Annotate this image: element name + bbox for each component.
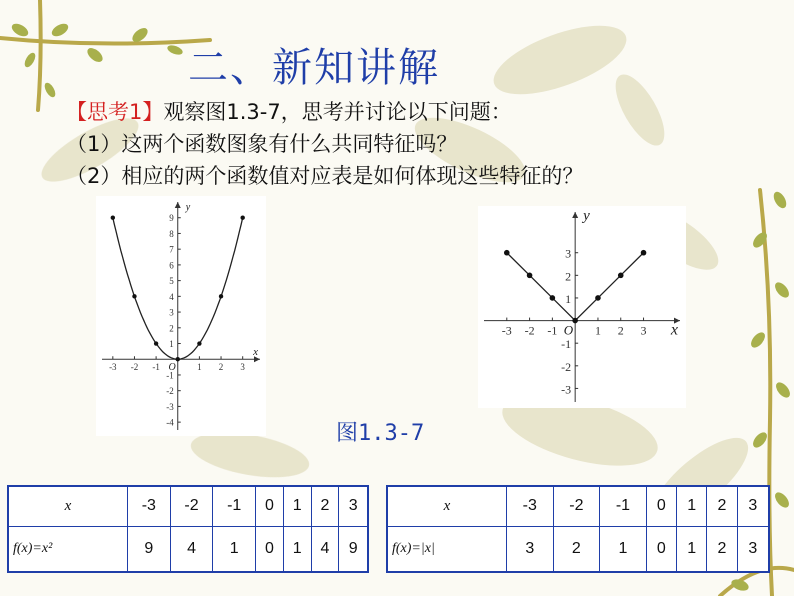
table-cell: 4 <box>170 526 213 572</box>
y-tick-label: 6 <box>169 260 174 271</box>
table-cell: 4 <box>311 526 339 572</box>
x-tick-label: -3 <box>501 323 512 338</box>
graph-parabola <box>96 196 266 436</box>
y-tick-label: -1 <box>166 370 174 381</box>
y-tick-label: 1 <box>565 291 572 306</box>
x-tick-label: 3 <box>240 362 245 373</box>
table-cell: 3 <box>737 526 769 572</box>
data-point <box>504 250 510 256</box>
origin-label: O <box>168 362 176 374</box>
think-tag: 【思考1】 <box>66 100 164 124</box>
x-tick-label: 2 <box>617 323 624 338</box>
table-cell: 1 <box>283 486 311 526</box>
y-tick-label: 9 <box>169 213 174 224</box>
table-cell: 1 <box>600 526 647 572</box>
table-cell: -2 <box>170 486 213 526</box>
x-tick-label: -1 <box>547 323 558 338</box>
table-cell: 3 <box>507 526 554 572</box>
x-tick-label: 3 <box>640 323 647 338</box>
table-header-label: x <box>387 486 507 526</box>
table-cell: 2 <box>707 486 737 526</box>
think-prompt-line <box>66 96 512 126</box>
data-point <box>572 318 578 324</box>
table-cell: 2 <box>311 486 339 526</box>
table-row-label: f(x)=|x| <box>387 526 507 572</box>
y-axis-arrow <box>572 212 578 218</box>
table-cell: 9 <box>128 526 171 572</box>
y-tick-label: 3 <box>565 246 572 261</box>
y-axis-label: y <box>185 202 191 213</box>
y-tick-label: -4 <box>166 417 174 428</box>
table-cell: -1 <box>213 486 256 526</box>
table-cell: 9 <box>339 526 368 572</box>
y-tick-label: -3 <box>166 401 174 412</box>
graph-absolute-value <box>478 206 686 408</box>
data-point <box>550 295 556 301</box>
y-tick-label: 5 <box>169 276 174 287</box>
data-point <box>154 341 158 345</box>
y-tick-label: 4 <box>169 291 174 302</box>
y-tick-label: 1 <box>169 339 174 350</box>
table-cell: -1 <box>600 486 647 526</box>
table-header-label: x <box>8 486 128 526</box>
data-point <box>219 294 223 298</box>
data-point <box>197 341 201 345</box>
y-tick-label: -2 <box>561 359 572 374</box>
question-2: （2）相应的两个函数值对应表是如何体现这些特征的？ <box>66 164 584 188</box>
table-cell: -3 <box>507 486 554 526</box>
page-title: 二、新知讲解 <box>188 45 440 91</box>
data-point <box>641 250 647 256</box>
data-point <box>132 294 136 298</box>
table-cell: 0 <box>646 526 676 572</box>
table-cell: 3 <box>737 486 769 526</box>
y-tick-label: 7 <box>169 244 174 255</box>
x-tick-label: -3 <box>109 362 117 373</box>
y-tick-label: 8 <box>169 228 174 239</box>
data-point <box>618 273 624 279</box>
table-cell: 1 <box>283 526 311 572</box>
table-cell: 0 <box>256 486 284 526</box>
table-cell: -3 <box>128 486 171 526</box>
x-tick-label: 1 <box>197 362 202 373</box>
table-cell: 0 <box>646 486 676 526</box>
think-prompt: 观察图1.3-7，思考并讨论以下问题： <box>163 100 512 124</box>
value-table-square <box>7 485 369 573</box>
x-tick-label: -2 <box>130 362 139 373</box>
y-tick-label: 3 <box>169 307 174 318</box>
x-axis-label: x <box>670 321 678 339</box>
y-tick-label: 2 <box>565 269 572 284</box>
x-tick-label: 1 <box>594 323 601 338</box>
data-point <box>240 216 244 220</box>
value-table-abs <box>386 485 770 573</box>
y-axis-label: y <box>583 208 590 224</box>
table-cell: -2 <box>553 486 600 526</box>
table-cell: 0 <box>256 526 284 572</box>
x-axis-label: x <box>253 346 258 359</box>
table-row-label: f(x)=x² <box>8 526 128 572</box>
data-point <box>527 273 533 279</box>
y-tick-label: -1 <box>561 337 572 352</box>
question-1: （1）这两个函数图象有什么共同特征吗？ <box>66 132 458 156</box>
y-axis-arrow <box>175 202 181 208</box>
origin-label: O <box>563 322 574 338</box>
table-cell: 2 <box>553 526 600 572</box>
x-tick-label: -1 <box>152 362 160 373</box>
data-point <box>111 216 115 220</box>
y-tick-label: 2 <box>169 323 174 334</box>
table-cell: 2 <box>707 526 737 572</box>
table-cell: 3 <box>339 486 368 526</box>
data-point <box>176 357 180 361</box>
table-cell: 1 <box>677 486 707 526</box>
x-tick-label: -2 <box>524 323 535 338</box>
table-cell: 1 <box>677 526 707 572</box>
table-cell: 1 <box>213 526 256 572</box>
y-tick-label: -2 <box>166 386 174 397</box>
data-point <box>595 295 601 301</box>
figure-caption: 图1.3-7 <box>336 421 425 446</box>
y-tick-label: -3 <box>561 382 572 397</box>
x-tick-label: 2 <box>218 362 224 373</box>
